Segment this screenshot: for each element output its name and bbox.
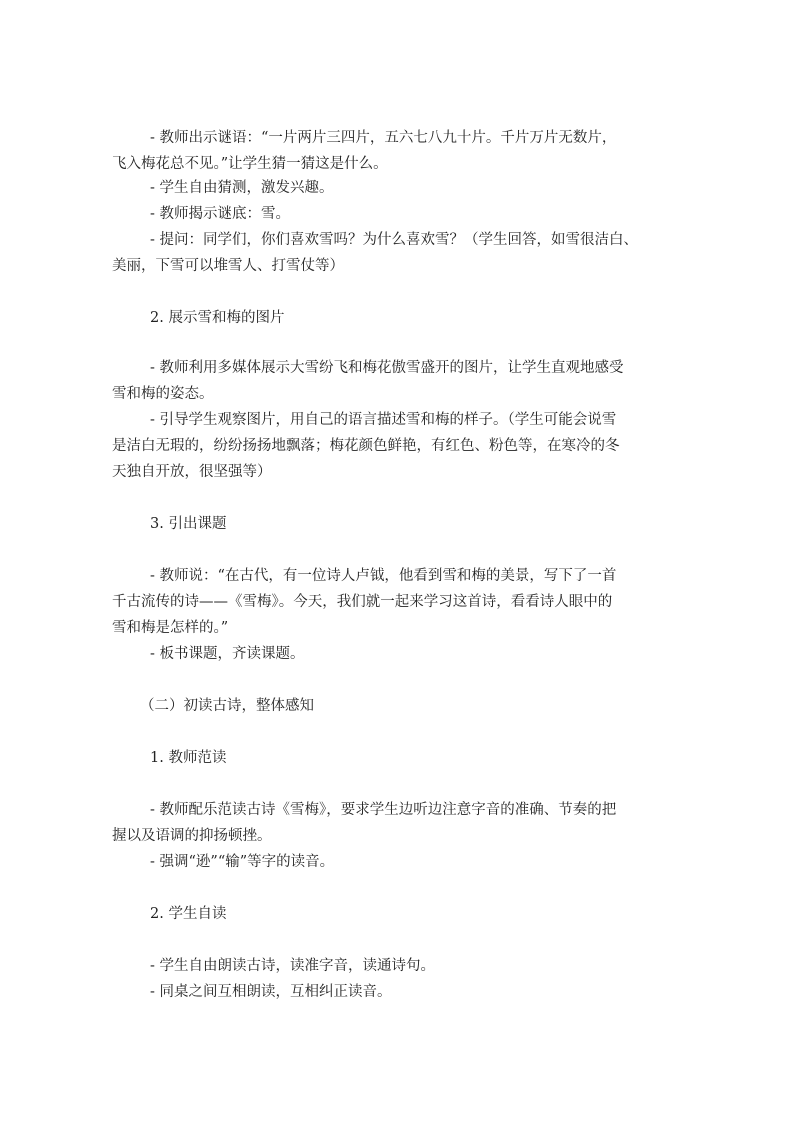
- section-heading: 2. 学生自读: [150, 906, 227, 922]
- paragraph-line: - 教师配乐范读古诗《雪梅》，要求学生边听边注意字音的准确、节奏的把: [150, 802, 617, 818]
- paragraph-line: - 板书课题，齐读课题。: [150, 646, 305, 662]
- section-heading: 3. 引出课题: [150, 516, 227, 532]
- paragraph-line: - 强调“逊”“输”等字的读音。: [150, 854, 335, 870]
- paragraph-line: - 提问：同学们，你们喜欢雪吗？为什么喜欢雪？（学生回答，如雪很洁白、: [150, 232, 639, 248]
- paragraph-line: 天独自开放，很坚强等）: [112, 464, 272, 480]
- paragraph-line: 是洁白无瑕的，纷纷扬扬地飘落；梅花颜色鲜艳，有红色、粉色等，在寒冷的冬: [112, 438, 620, 454]
- paragraph-line: 握以及语调的抑扬顿挫。: [112, 828, 272, 844]
- paragraph-line: - 学生自由猜测，激发兴趣。: [150, 180, 334, 196]
- paragraph-line: 雪和梅的姿态。: [112, 386, 214, 402]
- paragraph-line: - 教师利用多媒体展示大雪纷飞和梅花傲雪盛开的图片，让学生直观地感受: [150, 360, 624, 376]
- paragraph-line: - 教师揭示谜底：雪。: [150, 206, 291, 222]
- section-heading: 2. 展示雪和梅的图片: [150, 310, 285, 326]
- paragraph-line: - 引导学生观察图片，用自己的语言描述雪和梅的样子。（学生可能会说雪: [150, 412, 617, 428]
- section-heading: （二）初读古诗，整体感知: [140, 698, 314, 714]
- paragraph-line: 雪和梅是怎样的。”: [112, 620, 229, 636]
- paragraph-line: - 同桌之间互相朗读，互相纠正读音。: [150, 984, 392, 1000]
- paragraph-line: 千古流传的诗——《雪梅》。今天，我们就一起来学习这首诗，看看诗人眼中的: [112, 594, 613, 610]
- paragraph-line: - 教师出示谜语：“一片两片三四片，五六七八九十片。千片万片无数片，: [150, 130, 617, 146]
- paragraph-line: - 教师说：“在古代，有一位诗人卢钺，他看到雪和梅的美景，写下了一首: [150, 568, 617, 584]
- paragraph-line: - 学生自由朗读古诗，读准字音，读通诗句。: [150, 958, 436, 974]
- paragraph-line: 美丽，下雪可以堆雪人、打雪仗等）: [112, 258, 344, 274]
- section-heading: 1. 教师范读: [150, 750, 227, 766]
- paragraph-line: 飞入梅花总不见。”让学生猜一猜这是什么。: [112, 156, 388, 172]
